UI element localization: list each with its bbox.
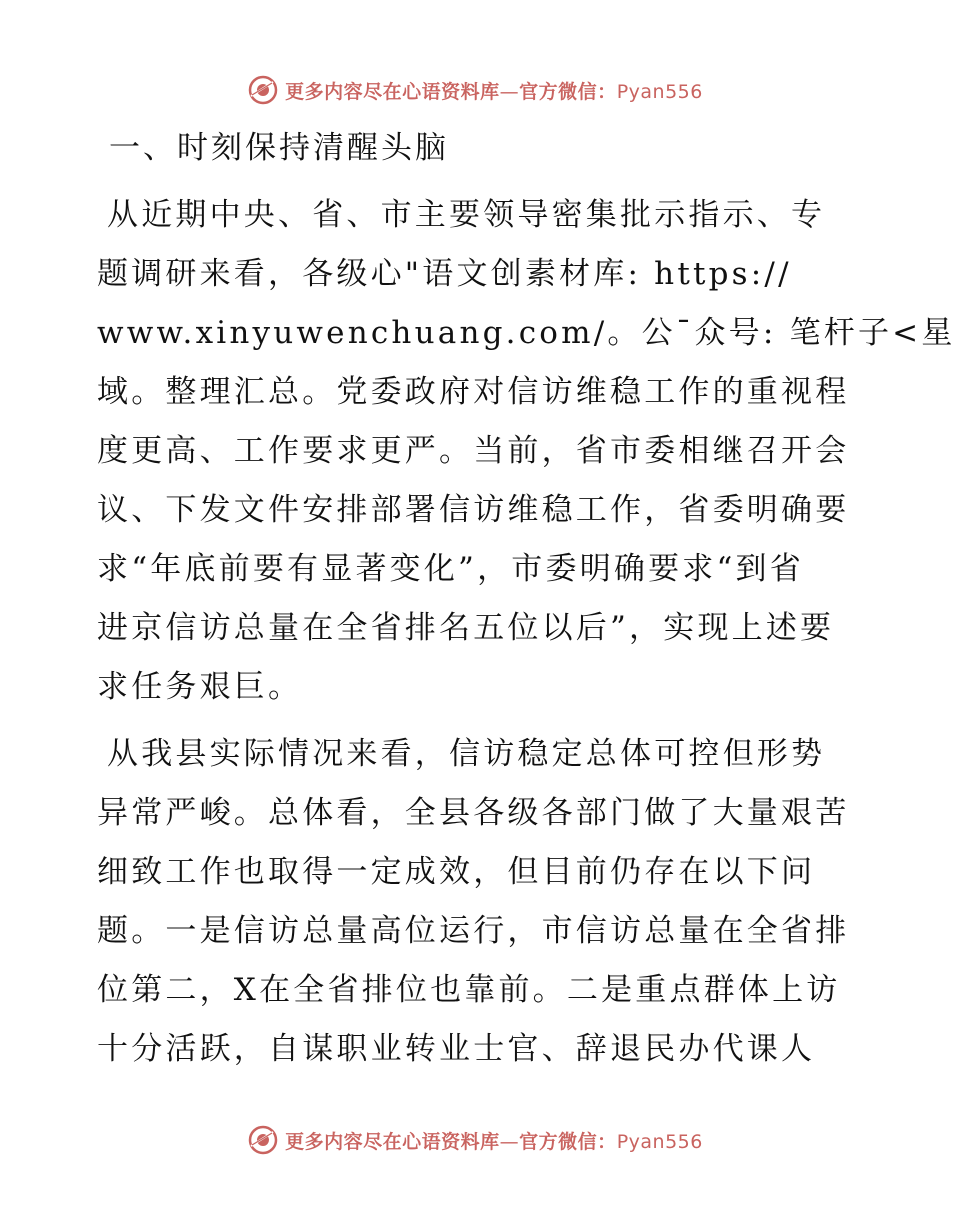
section-heading: 一、时刻保持清醒头脑 [109,130,449,166]
logo-icon [247,1124,279,1156]
watermark-text: 更多内容尽在心语资料库 [285,1130,500,1153]
paragraph-2 [97,725,857,1079]
watermark-text: 更多内容尽在心语资料库 [285,80,500,103]
watermark-handle-label: 官方微信： [519,80,617,103]
logo-icon [247,74,279,106]
text-line: 域。整理汇总。党委政府对信访维稳工作的重视程 [97,374,850,410]
text-line: 议、下发文件安排部署信访维稳工作，省委明确要 [97,492,850,528]
text-line: www.xinyuwenchuang.com/。公¯众号: 笔杆子<星 [97,315,956,351]
text-line: 度更高、工作要求更严。当前，省市委相继召开会 [97,433,850,469]
watermark-dash: — [499,1130,520,1153]
text-line: 求“年底前要有显著变化”，市委明确要求“到省 [97,551,804,587]
text-line: 位第二，X在全省排位也靠前。二是重点群体上访 [97,972,841,1008]
paragraph-1 [97,186,956,717]
watermark-handle-label: 官方微信： [519,1130,617,1153]
watermark-wechat-id: Pyan556 [616,1130,703,1153]
text-line: 从我县实际情况来看，信访稳定总体可控但形势 [107,736,826,772]
text-line: 题调研来看，各级心"语文创素材库: https:// [97,256,792,292]
watermark-wechat-id: Pyan556 [616,80,703,103]
text-line: 题。一是信访总量高位运行，市信访总量在全省排 [97,913,850,949]
text-line: 十分活跃，自谋职业转业士官、辞退民办代课人 [97,1031,816,1067]
text-line: 从近期中央、省、市主要领导密集批示指示、专 [107,197,826,233]
footer-watermark [0,1120,950,1160]
document-body [97,118,956,1079]
text-line: 求任务艰巨。 [97,669,303,705]
text-line: 异常严峻。总体看，全县各级各部门做了大量艰苦 [97,795,850,831]
text-line: 进京信访总量在全省排名五位以后”，实现上述要 [97,610,835,646]
watermark-dash: — [499,80,520,103]
text-line: 细致工作也取得一定成效，但目前仍存在以下问 [97,854,816,890]
header-watermark [0,70,950,110]
